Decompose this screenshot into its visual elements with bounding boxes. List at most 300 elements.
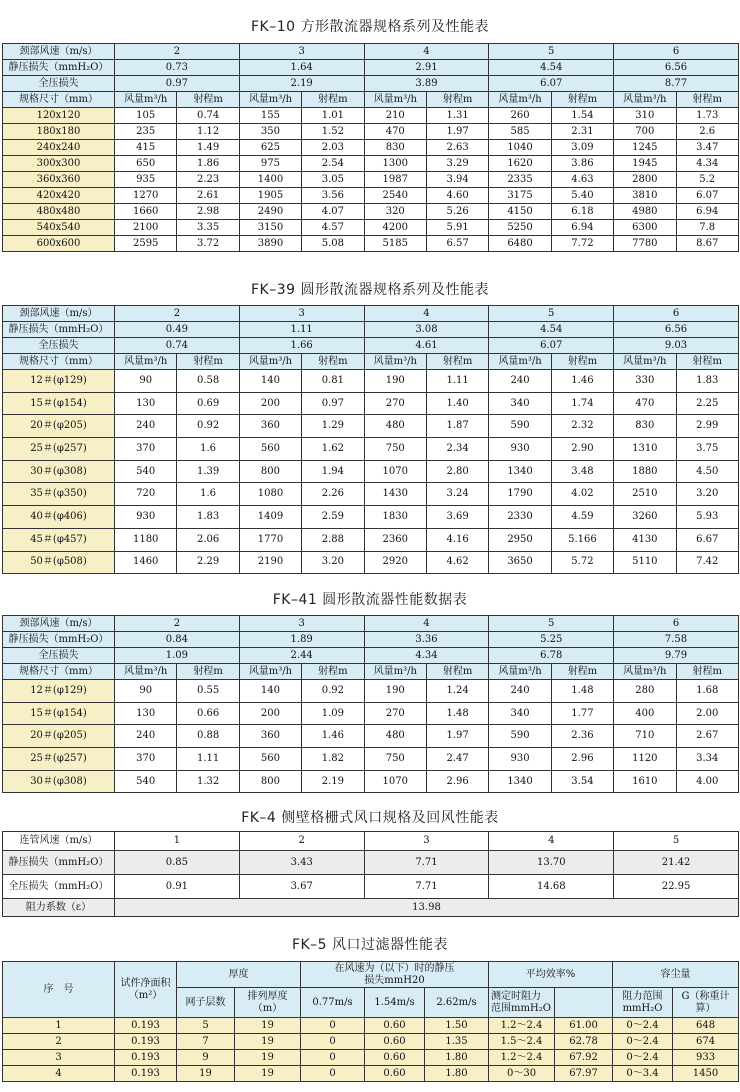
- fk5-h-dust-sub-2: mmH₂O: [622, 1002, 663, 1014]
- fk10-data-cell: 3150: [239, 220, 301, 236]
- fk5-cell: 1.80: [425, 1050, 489, 1066]
- fk10-size-cell: 300x300: [3, 156, 115, 172]
- fk10-static-label: 静压损失（mmH₂O）: [3, 60, 115, 76]
- fk39-data-cell: 1.6: [177, 438, 239, 461]
- fk5-row: [3, 1018, 739, 1034]
- fk41-data-cell: 2.19: [302, 770, 364, 793]
- fk41-data-cell: 1.82: [302, 748, 364, 771]
- fk39-data-cell: 1180: [115, 528, 177, 551]
- fk10-static: 6.56: [614, 60, 739, 76]
- fk41-size-cell: 15＃(φ154): [3, 702, 115, 725]
- fk39-data-cell: 4130: [614, 528, 676, 551]
- fk39-data-cell: 1790: [489, 483, 551, 506]
- fk39-size-cell: 20＃(φ205): [3, 415, 115, 438]
- fk5-cell: 0.193: [115, 1034, 177, 1050]
- fk41-size-cell: 12＃(φ129): [3, 680, 115, 703]
- fk5-row: [3, 1050, 739, 1066]
- fk39-data-cell: 3.20: [302, 551, 364, 574]
- fk39-title: FK–39 圆形散流器规格系列及性能表: [251, 282, 489, 298]
- fk41-static: 1.89: [239, 632, 364, 648]
- fk41-table: [2, 615, 739, 793]
- fk5-cell: 1.35: [425, 1034, 489, 1050]
- fk39-air-label: 风量m³/h: [239, 354, 301, 370]
- fk39-data-cell: 1409: [239, 506, 301, 529]
- fk39-data-cell: 2950: [489, 528, 551, 551]
- fk39-data-cell: 0.92: [177, 415, 239, 438]
- fk39-data-cell: 1.46: [551, 370, 613, 393]
- fk10-speed: 5: [489, 44, 614, 60]
- fk5-cell: 3: [3, 1050, 115, 1066]
- fk10-row: [3, 204, 739, 220]
- fk41-data-cell: 1340: [489, 770, 551, 793]
- fk39-air-label: 风量m³/h: [489, 354, 551, 370]
- fk5-cell: 0.60: [365, 1050, 425, 1066]
- fk39-data-cell: 5.166: [551, 528, 613, 551]
- fk41-data-cell: 90: [115, 680, 177, 703]
- fk10-data-cell: 2.31: [551, 124, 613, 140]
- fk5-cell: 0.60: [365, 1034, 425, 1050]
- fk10-data-cell: 585: [489, 124, 551, 140]
- fk39-row: [3, 483, 739, 506]
- fk41-data-cell: 2.00: [676, 702, 738, 725]
- fk10-row: [3, 140, 739, 156]
- fk39-size-cell: 12＃(φ129): [3, 370, 115, 393]
- fk10-static: 0.73: [115, 60, 240, 76]
- fk41-data-cell: 280: [614, 680, 676, 703]
- fk39-static: 6.56: [614, 322, 739, 338]
- fk10-data-cell: 2.54: [302, 156, 364, 172]
- fk10-size-cell: 420x420: [3, 188, 115, 204]
- fk4-speed: 4: [489, 832, 614, 851]
- fk5-h-arr-unit: （m）: [252, 1002, 283, 1014]
- fk41-data-cell: 1.48: [426, 702, 488, 725]
- fk10-data-cell: 935: [115, 172, 177, 188]
- fk5-cell: 19: [235, 1018, 301, 1034]
- fk41-row: [3, 748, 739, 771]
- fk10-row: [3, 124, 739, 140]
- fk5-h-g: [673, 988, 739, 1018]
- fk41-size-cell: 25＃(φ257): [3, 748, 115, 771]
- fk39-speed: 6: [614, 306, 739, 322]
- fk39-data-cell: 480: [364, 415, 426, 438]
- fk10-data-cell: 650: [115, 156, 177, 172]
- fk39-data-cell: 240: [115, 415, 177, 438]
- fk41-air-label: 风量m³/h: [115, 664, 177, 680]
- fk10-data-cell: 1620: [489, 156, 551, 172]
- fk39-data-cell: 3.20: [676, 483, 738, 506]
- fk39-row: [3, 392, 739, 415]
- fk39-data-cell: 1.83: [177, 506, 239, 529]
- fk39-data-cell: 330: [614, 370, 676, 393]
- fk5-h-area-text: 试件净面积: [120, 978, 171, 989]
- fk39-data-cell: 470: [614, 392, 676, 415]
- fk41-data-cell: 1.68: [676, 680, 738, 703]
- fk10-range-label: 射程m: [302, 92, 364, 108]
- fk39-data-cell: 2.06: [177, 528, 239, 551]
- fk39-data-cell: 2.34: [426, 438, 488, 461]
- fk5-cell: 1: [3, 1018, 115, 1034]
- fk39-data-cell: 5.72: [551, 551, 613, 574]
- fk10-data-cell: 1040: [489, 140, 551, 156]
- fk39-data-cell: 140: [239, 370, 301, 393]
- fk5-cell: 0.193: [115, 1018, 177, 1034]
- fk41-total: 6.78: [489, 648, 614, 664]
- fk39-static-label: 静压损失（mmH₂O）: [3, 322, 115, 338]
- fk5-h-v2: 1.54m/s: [365, 988, 425, 1018]
- fk39-data-cell: 4.59: [551, 506, 613, 529]
- fk5-h-eff-sub-2: 范围mmH₂O: [491, 1002, 551, 1014]
- fk5-row: [3, 1066, 739, 1082]
- fk5-cell: 19: [235, 1050, 301, 1066]
- fk10-data-cell: 0.74: [177, 108, 239, 124]
- fk10-data-cell: 235: [115, 124, 177, 140]
- fk39-speed: 2: [115, 306, 240, 322]
- fk39-data-cell: 2.99: [676, 415, 738, 438]
- fk41-data-cell: 1.11: [177, 748, 239, 771]
- fk39-table: [2, 305, 739, 574]
- fk10-data-cell: 1.31: [426, 108, 488, 124]
- fk10-data-cell: 4.34: [676, 156, 738, 172]
- fk41-data-cell: 130: [115, 702, 177, 725]
- fk39-data-cell: 130: [115, 392, 177, 415]
- fk41-data-cell: 1070: [364, 770, 426, 793]
- fk10-row: [3, 188, 739, 204]
- fk41-speed: 4: [364, 616, 489, 632]
- fk10-data-cell: 350: [239, 124, 301, 140]
- fk39-row: [3, 528, 739, 551]
- fk39-air-label: 风量m³/h: [364, 354, 426, 370]
- fk5-h-v3: 2.62m/s: [425, 988, 489, 1018]
- fk4-table: [2, 831, 739, 917]
- fk41-static: 0.84: [115, 632, 240, 648]
- fk41-data-cell: 270: [364, 702, 426, 725]
- fk39-data-cell: 2360: [364, 528, 426, 551]
- fk39-data-cell: 1830: [364, 506, 426, 529]
- fk10-data-cell: 6480: [489, 236, 551, 252]
- fk39-data-cell: 930: [115, 506, 177, 529]
- fk10-data-cell: 3.29: [426, 156, 488, 172]
- fk4-total: 3.67: [239, 875, 364, 899]
- fk41-data-cell: 2.47: [426, 748, 488, 771]
- fk4-speed: 5: [614, 832, 739, 851]
- fk4-static-label: 静压损失（mmH₂O）: [3, 851, 115, 875]
- fk39-range-label: 射程m: [426, 354, 488, 370]
- fk5-cell: 0: [301, 1034, 365, 1050]
- fk41-data-cell: 1.77: [551, 702, 613, 725]
- fk41-data-cell: 540: [115, 770, 177, 793]
- fk5-h-static: [301, 962, 489, 988]
- fk41-data-cell: 0.92: [302, 680, 364, 703]
- fk39-data-cell: 2.29: [177, 551, 239, 574]
- fk41-data-cell: 1610: [614, 770, 676, 793]
- fk5-h-eff-sub-1: 测定时阻力: [491, 991, 542, 1002]
- fk39-total: 1.66: [239, 338, 364, 354]
- fk10-data-cell: 1300: [364, 156, 426, 172]
- fk39-row: [3, 460, 739, 483]
- fk10-data-cell: 7.72: [551, 236, 613, 252]
- fk41-data-cell: 1.97: [426, 725, 488, 748]
- fk10-row: [3, 172, 739, 188]
- fk10-row: [3, 108, 739, 124]
- fk39-row: [3, 415, 739, 438]
- fk10-data-cell: 830: [364, 140, 426, 156]
- fk41-total: 1.09: [115, 648, 240, 664]
- fk5-h-eff-sub: [489, 988, 555, 1018]
- fk10-size-cell: 540x540: [3, 220, 115, 236]
- fk10-data-cell: 700: [614, 124, 676, 140]
- fk10-static: 4.54: [489, 60, 614, 76]
- fk4-speed: 2: [239, 832, 364, 851]
- fk39-data-cell: 3.69: [426, 506, 488, 529]
- fk41-speed: 3: [239, 616, 364, 632]
- fk39-data-cell: 3650: [489, 551, 551, 574]
- fk10-data-cell: 6.94: [676, 204, 738, 220]
- fk5-cell: 1.5～2.4: [489, 1034, 555, 1050]
- fk41-data-cell: 1.46: [302, 725, 364, 748]
- fk41-static: 7.58: [614, 632, 739, 648]
- fk41-air-label: 风量m³/h: [614, 664, 676, 680]
- fk41-data-cell: 4.00: [676, 770, 738, 793]
- fk39-data-cell: 7.42: [676, 551, 738, 574]
- fk5-cell: 0.60: [365, 1066, 425, 1082]
- fk39-data-cell: 0.81: [302, 370, 364, 393]
- fk41-air-label: 风量m³/h: [239, 664, 301, 680]
- fk39-data-cell: 2510: [614, 483, 676, 506]
- fk5-h-arr-text: 排列厚度: [247, 991, 288, 1002]
- fk10-range-label: 射程m: [426, 92, 488, 108]
- fk39-data-cell: 1430: [364, 483, 426, 506]
- fk10-data-cell: 1905: [239, 188, 301, 204]
- fk39-row: [3, 506, 739, 529]
- fk10-range-label: 射程m: [676, 92, 738, 108]
- fk10-row: [3, 220, 739, 236]
- fk10-table: [2, 43, 739, 252]
- fk41-total: 4.34: [364, 648, 489, 664]
- fk5-cell: 2: [3, 1034, 115, 1050]
- fk5-cell: 933: [673, 1050, 739, 1066]
- fk5-cell: 1.50: [425, 1018, 489, 1034]
- fk41-data-cell: 750: [364, 748, 426, 771]
- fk10-air-label: 风量m³/h: [364, 92, 426, 108]
- fk10-data-cell: 7.8: [676, 220, 738, 236]
- fk41-range-label: 射程m: [676, 664, 738, 680]
- fk10-data-cell: 1.49: [177, 140, 239, 156]
- fk39-air-label: 风量m³/h: [115, 354, 177, 370]
- fk41-data-cell: 480: [364, 725, 426, 748]
- fk10-size-cell: 360x360: [3, 172, 115, 188]
- fk39-air-label: 风量m³/h: [614, 354, 676, 370]
- fk41-range-label: 射程m: [551, 664, 613, 680]
- fk41-air-label: 风量m³/h: [364, 664, 426, 680]
- fk5-cell: 648: [673, 1018, 739, 1034]
- fk39-data-cell: 5.93: [676, 506, 738, 529]
- fk10-row: [3, 236, 739, 252]
- fk39-data-cell: 1340: [489, 460, 551, 483]
- fk10-data-cell: 1660: [115, 204, 177, 220]
- fk39-data-cell: 1.94: [302, 460, 364, 483]
- fk10-data-cell: 5.91: [426, 220, 488, 236]
- fk41-range-label: 射程m: [426, 664, 488, 680]
- fk39-data-cell: 190: [364, 370, 426, 393]
- fk39-data-cell: 1.39: [177, 460, 239, 483]
- fk39-data-cell: 2.26: [302, 483, 364, 506]
- fk10-data-cell: 1987: [364, 172, 426, 188]
- fk39-data-cell: 0.97: [302, 392, 364, 415]
- fk5-h-area-unit: （m²）: [128, 989, 163, 1001]
- fk39-data-cell: 800: [239, 460, 301, 483]
- fk10-size-cell: 240x240: [3, 140, 115, 156]
- fk5-cell: 0: [301, 1050, 365, 1066]
- fk10-data-cell: 6.18: [551, 204, 613, 220]
- fk41-size-label: 规格尺寸（mm）: [3, 664, 115, 680]
- fk10-data-cell: 2800: [614, 172, 676, 188]
- fk41-data-cell: 590: [489, 725, 551, 748]
- fk10-data-cell: 1400: [239, 172, 301, 188]
- fk4-speed: 3: [364, 832, 489, 851]
- fk4-total: 22.95: [614, 875, 739, 899]
- fk39-speed: 4: [364, 306, 489, 322]
- fk41-data-cell: 200: [239, 702, 301, 725]
- fk10-air-label: 风量m³/h: [614, 92, 676, 108]
- fk39-data-cell: 1.29: [302, 415, 364, 438]
- fk5-cell: 1.80: [425, 1066, 489, 1082]
- fk10-data-cell: 1.12: [177, 124, 239, 140]
- fk10-data-cell: 1.54: [551, 108, 613, 124]
- fk39-data-cell: 1.87: [426, 415, 488, 438]
- fk10-data-cell: 1.52: [302, 124, 364, 140]
- fk5-h-thick: 厚度: [177, 962, 301, 988]
- fk39-data-cell: 5110: [614, 551, 676, 574]
- fk5-cell: 674: [673, 1034, 739, 1050]
- fk41-neck-label: 颈部风速（m/s）: [3, 616, 115, 632]
- fk41-data-cell: 140: [239, 680, 301, 703]
- fk5-cell: 0.193: [115, 1050, 177, 1066]
- fk10-data-cell: 4200: [364, 220, 426, 236]
- fk39-data-cell: 1070: [364, 460, 426, 483]
- fk5-h-eff: 平均效率%: [489, 962, 613, 988]
- fk41-speed: 2: [115, 616, 240, 632]
- fk5-h-dust: 容尘量: [613, 962, 739, 988]
- fk10-speed: 6: [614, 44, 739, 60]
- fk39-speed: 3: [239, 306, 364, 322]
- fk10-data-cell: 2.63: [426, 140, 488, 156]
- fk10-data-cell: 1945: [614, 156, 676, 172]
- fk39-data-cell: 90: [115, 370, 177, 393]
- fk39-range-label: 射程m: [676, 354, 738, 370]
- fk5-table: [2, 961, 739, 1082]
- fk5-cell: 9: [177, 1050, 235, 1066]
- fk41-data-cell: 3.34: [676, 748, 738, 771]
- fk10-data-cell: 4.57: [302, 220, 364, 236]
- fk10-data-cell: 1.01: [302, 108, 364, 124]
- fk4-total-label: 全压损失（mmH₂O）: [3, 875, 115, 899]
- fk4-static: 7.71: [364, 851, 489, 875]
- fk10-data-cell: 2335: [489, 172, 551, 188]
- fk10-air-label: 风量m³/h: [489, 92, 551, 108]
- fk41-size-cell: 30＃(φ308): [3, 770, 115, 793]
- fk10-data-cell: 4.63: [551, 172, 613, 188]
- fk41-data-cell: 1.48: [551, 680, 613, 703]
- fk10-data-cell: 3890: [239, 236, 301, 252]
- fk39-data-cell: 6.67: [676, 528, 738, 551]
- fk39-row: [3, 551, 739, 574]
- fk10-total-label: 全压损失: [3, 76, 115, 92]
- fk4-static: 13.70: [489, 851, 614, 875]
- fk10-data-cell: 7780: [614, 236, 676, 252]
- fk10-data-cell: 1.86: [177, 156, 239, 172]
- fk39-data-cell: 1.62: [302, 438, 364, 461]
- fk4-speed: 1: [115, 832, 240, 851]
- fk39-data-cell: 270: [364, 392, 426, 415]
- fk41-data-cell: 0.55: [177, 680, 239, 703]
- fk39-size-cell: 15＃(φ154): [3, 392, 115, 415]
- fk39-speed: 5: [489, 306, 614, 322]
- fk41-data-cell: 2.67: [676, 725, 738, 748]
- fk5-h-static-2: 损失mmH20: [364, 974, 425, 986]
- fk39-total: 6.07: [489, 338, 614, 354]
- fk41-data-cell: 370: [115, 748, 177, 771]
- fk5-h-dust-sub: [613, 988, 673, 1018]
- fk39-data-cell: 2.25: [676, 392, 738, 415]
- fk10-size-cell: 180x180: [3, 124, 115, 140]
- fk10-speed: 3: [239, 44, 364, 60]
- fk39-row: [3, 370, 739, 393]
- fk5-h-area: [115, 962, 177, 1018]
- fk5-h-arr: [235, 988, 301, 1018]
- fk41-range-label: 射程m: [302, 664, 364, 680]
- fk10-data-cell: 105: [115, 108, 177, 124]
- fk39-data-cell: 4.16: [426, 528, 488, 551]
- fk10-data-cell: 3175: [489, 188, 551, 204]
- fk5-h-g-1: G（称重计: [681, 991, 730, 1002]
- fk39-data-cell: 2190: [239, 551, 301, 574]
- fk39-data-cell: 240: [489, 370, 551, 393]
- fk39-range-label: 射程m: [177, 354, 239, 370]
- fk5-cell: 0.60: [365, 1018, 425, 1034]
- fk41-total: 9.79: [614, 648, 739, 664]
- fk10-data-cell: 5185: [364, 236, 426, 252]
- fk10-data-cell: 210: [364, 108, 426, 124]
- fk10-static: 1.64: [239, 60, 364, 76]
- fk10-size-cell: 480x480: [3, 204, 115, 220]
- fk41-data-cell: 240: [489, 680, 551, 703]
- fk5-cell: 0～2.4: [613, 1034, 673, 1050]
- fk10-data-cell: 2.6: [676, 124, 738, 140]
- fk41-data-cell: 400: [614, 702, 676, 725]
- fk4-static: 0.85: [115, 851, 240, 875]
- fk39-data-cell: 4.50: [676, 460, 738, 483]
- fk39-range-label: 射程m: [551, 354, 613, 370]
- fk10-data-cell: 310: [614, 108, 676, 124]
- fk10-total: 3.89: [364, 76, 489, 92]
- fk39-data-cell: 1460: [115, 551, 177, 574]
- fk10-data-cell: 3.09: [551, 140, 613, 156]
- fk10-data-cell: 470: [364, 124, 426, 140]
- fk5-cell: 1.2～2.4: [489, 1050, 555, 1066]
- fk41-title: FK–41 圆形散流器性能数据表: [272, 592, 468, 608]
- fk41-air-label: 风量m³/h: [489, 664, 551, 680]
- fk10-data-cell: 625: [239, 140, 301, 156]
- fk10-data-cell: 3.47: [676, 140, 738, 156]
- fk10-air-label: 风量m³/h: [115, 92, 177, 108]
- fk10-neck-label: 颈部风速（m/s）: [3, 44, 115, 60]
- fk5-cell: 4: [3, 1066, 115, 1082]
- fk5-h-static-1: 在风速为（以下）时的静压: [334, 963, 455, 974]
- fk41-data-cell: 2.96: [426, 770, 488, 793]
- fk5-cell: 1450: [673, 1066, 739, 1082]
- fk10-data-cell: 6.07: [676, 188, 738, 204]
- fk39-data-cell: 2920: [364, 551, 426, 574]
